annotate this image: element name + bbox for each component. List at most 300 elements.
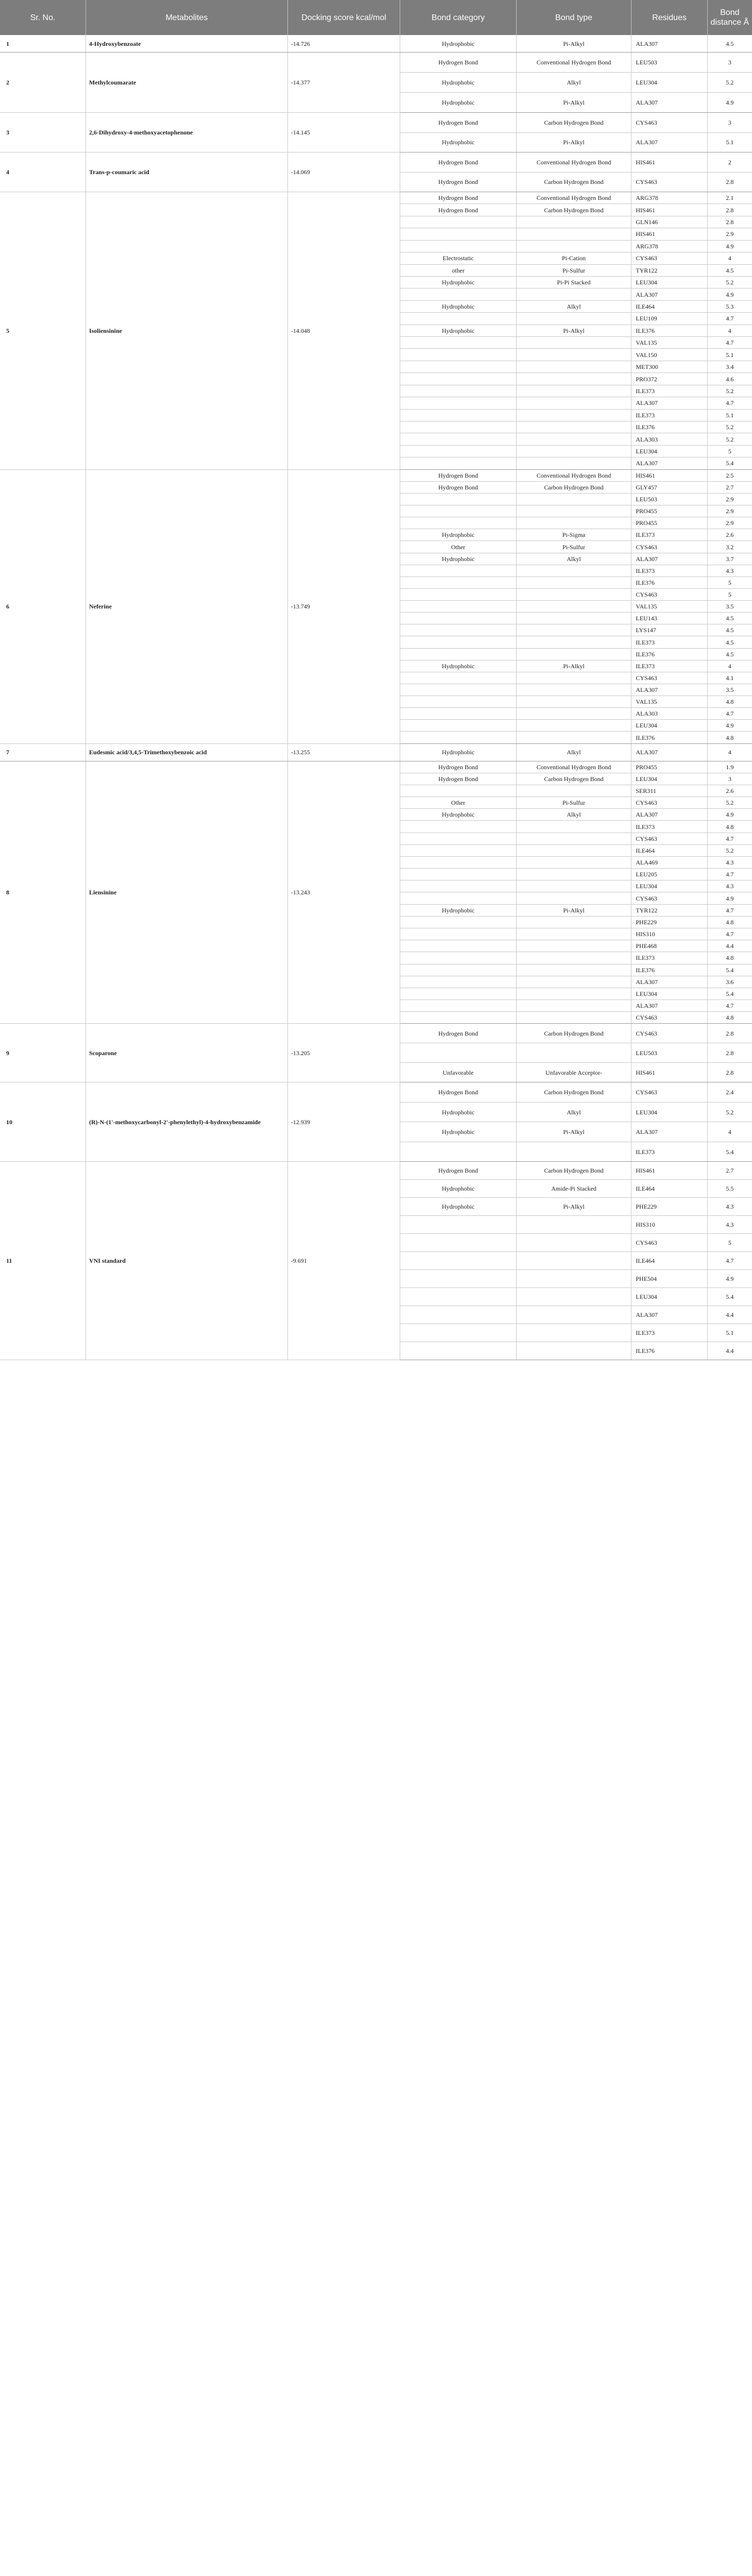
- bond-type-cell: [516, 421, 631, 433]
- bond-category-cell: Hydrogen Bond: [400, 172, 516, 192]
- residue-cell: ALA307: [631, 553, 707, 565]
- header-bond-type: Bond type: [516, 0, 631, 35]
- bond-distance-cell: 4.9: [707, 720, 752, 732]
- metabolite-name-cell: VNI standard: [86, 1162, 287, 1360]
- bond-type-cell: [516, 1288, 631, 1306]
- bond-type-cell: [516, 720, 631, 732]
- bond-type-cell: [516, 313, 631, 325]
- residue-cell: CYS463: [631, 1024, 707, 1043]
- metabolite-name-cell: Scoparone: [86, 1024, 287, 1082]
- bond-distance-cell: 2.8: [707, 1043, 752, 1063]
- bond-distance-cell: 2.9: [707, 505, 752, 517]
- metabolite-name-cell: Eudesmic acid/3,4,5-Trimethoxybenzoic acid: [86, 743, 287, 761]
- bond-type-cell: [516, 373, 631, 385]
- bond-distance-cell: 4: [707, 660, 752, 672]
- bond-category-cell: [400, 289, 516, 300]
- bond-type-cell: Pi-Alkyl: [516, 93, 631, 113]
- table-row: [0, 152, 752, 173]
- residue-cell: PHE468: [631, 940, 707, 952]
- docking-score-cell: -13.255: [287, 743, 400, 761]
- bond-type-cell: [516, 672, 631, 684]
- bond-distance-cell: 3: [707, 53, 752, 73]
- bond-type-cell: Carbon Hydrogen Bond: [516, 481, 631, 493]
- bond-category-cell: [400, 833, 516, 844]
- bond-type-cell: [516, 1216, 631, 1234]
- bond-type-cell: [516, 1252, 631, 1270]
- bond-distance-cell: 4.8: [707, 1012, 752, 1024]
- bond-type-cell: [516, 588, 631, 600]
- residue-cell: PHE229: [631, 1198, 707, 1216]
- bond-category-cell: [400, 445, 516, 457]
- table-row: [0, 761, 752, 773]
- residue-cell: CYS463: [631, 833, 707, 844]
- residue-cell: ALA307: [631, 397, 707, 409]
- bond-distance-cell: 3.2: [707, 541, 752, 553]
- residue-cell: ILE376: [631, 421, 707, 433]
- bond-distance-cell: 5.4: [707, 457, 752, 469]
- bond-distance-cell: 5: [707, 577, 752, 588]
- residue-cell: GLY457: [631, 481, 707, 493]
- bond-category-cell: [400, 613, 516, 624]
- table-row: [0, 35, 752, 53]
- bond-type-cell: Carbon Hydrogen Bond: [516, 1082, 631, 1103]
- bond-category-cell: [400, 844, 516, 856]
- bond-category-cell: Hydrophobic: [400, 325, 516, 336]
- bond-type-cell: Pi-Alkyl: [516, 1198, 631, 1216]
- bond-category-cell: Hydrophobic: [400, 1122, 516, 1142]
- residue-cell: ILE376: [631, 325, 707, 336]
- bond-distance-cell: 2.9: [707, 228, 752, 240]
- bond-category-cell: [400, 785, 516, 796]
- residue-cell: ILE376: [631, 577, 707, 588]
- bond-category-cell: [400, 505, 516, 517]
- residue-cell: GLN146: [631, 216, 707, 228]
- residue-cell: ALA307: [631, 35, 707, 53]
- bond-type-cell: Conventional Hydrogen Bond: [516, 469, 631, 481]
- bond-type-cell: Carbon Hydrogen Bond: [516, 1024, 631, 1043]
- bond-distance-cell: 4.4: [707, 940, 752, 952]
- bond-type-cell: [516, 844, 631, 856]
- bond-category-cell: [400, 708, 516, 720]
- residue-cell: ALA307: [631, 289, 707, 300]
- bond-category-cell: [400, 1234, 516, 1252]
- table-row: [0, 192, 752, 204]
- bond-distance-cell: 4.5: [707, 636, 752, 648]
- bond-distance-cell: 5: [707, 1234, 752, 1252]
- bond-type-cell: [516, 397, 631, 409]
- residue-cell: PHE229: [631, 916, 707, 928]
- residue-cell: LEU304: [631, 1288, 707, 1306]
- bond-type-cell: Pi-Alkyl: [516, 132, 631, 152]
- residue-cell: ILE373: [631, 1142, 707, 1162]
- bond-category-cell: [400, 940, 516, 952]
- bond-distance-cell: 4.5: [707, 35, 752, 53]
- header-row: [0, 0, 752, 35]
- bond-category-cell: Hydrogen Bond: [400, 204, 516, 216]
- residue-cell: ALA307: [631, 132, 707, 152]
- bond-type-cell: Pi-Sulfur: [516, 264, 631, 276]
- residue-cell: ARG378: [631, 240, 707, 252]
- bond-type-cell: Amide-Pi Stacked: [516, 1180, 631, 1198]
- bond-category-cell: [400, 565, 516, 577]
- bond-distance-cell: 4.7: [707, 708, 752, 720]
- bond-type-cell: [516, 856, 631, 868]
- residue-cell: CYS463: [631, 113, 707, 133]
- bond-category-cell: Unfavorable: [400, 1063, 516, 1082]
- bond-type-cell: [516, 1324, 631, 1342]
- residue-cell: LEU304: [631, 988, 707, 999]
- bond-type-cell: [516, 577, 631, 588]
- bond-type-cell: [516, 624, 631, 636]
- bond-type-cell: [516, 457, 631, 469]
- residue-cell: CYS463: [631, 1012, 707, 1024]
- bond-type-cell: [516, 952, 631, 964]
- bond-distance-cell: 4.8: [707, 952, 752, 964]
- bond-category-cell: Other: [400, 797, 516, 809]
- bond-type-cell: [516, 928, 631, 940]
- bond-category-cell: Hydrogen Bond: [400, 773, 516, 785]
- bond-type-cell: [516, 1306, 631, 1324]
- bond-distance-cell: 3: [707, 113, 752, 133]
- bond-category-cell: [400, 373, 516, 385]
- residue-cell: ILE373: [631, 409, 707, 421]
- bond-distance-cell: 3.4: [707, 361, 752, 372]
- table-row: [0, 1024, 752, 1043]
- bond-type-cell: [516, 821, 631, 833]
- bond-type-cell: [516, 1342, 631, 1360]
- bond-type-cell: [516, 648, 631, 660]
- bond-type-cell: Pi-Alkyl: [516, 904, 631, 916]
- bond-category-cell: [400, 892, 516, 904]
- bond-distance-cell: 4.7: [707, 928, 752, 940]
- bond-type-cell: [516, 565, 631, 577]
- bond-category-cell: Hydrogen Bond: [400, 53, 516, 73]
- residue-cell: TYR122: [631, 904, 707, 916]
- bond-category-cell: [400, 880, 516, 892]
- docking-score-cell: -13.243: [287, 761, 400, 1024]
- residue-cell: ILE376: [631, 732, 707, 743]
- bond-category-cell: [400, 313, 516, 325]
- bond-distance-cell: 2.6: [707, 529, 752, 541]
- bond-category-cell: [400, 636, 516, 648]
- bond-distance-cell: 4.7: [707, 1252, 752, 1270]
- docking-score-cell: -9.691: [287, 1162, 400, 1360]
- bond-category-cell: [400, 1142, 516, 1162]
- residue-cell: ALA303: [631, 433, 707, 445]
- bond-distance-cell: 2.8: [707, 216, 752, 228]
- bond-type-cell: [516, 385, 631, 397]
- bond-category-cell: Hydrogen Bond: [400, 1162, 516, 1180]
- bond-category-cell: Hydrogen Bond: [400, 469, 516, 481]
- residue-cell: PRO455: [631, 517, 707, 529]
- residue-cell: HIS310: [631, 1216, 707, 1234]
- residue-cell: VAL150: [631, 349, 707, 361]
- residue-cell: HIS310: [631, 928, 707, 940]
- metabolite-name-cell: Neferine: [86, 469, 287, 743]
- bond-type-cell: [516, 916, 631, 928]
- bond-type-cell: Carbon Hydrogen Bond: [516, 773, 631, 785]
- residue-cell: ILE464: [631, 1252, 707, 1270]
- residue-cell: CYS463: [631, 541, 707, 553]
- bond-category-cell: Hydrophobic: [400, 904, 516, 916]
- sr-no-cell: 8: [0, 761, 86, 1024]
- bond-type-cell: Pi-Sigma: [516, 529, 631, 541]
- header-sr-no: Sr. No.: [0, 0, 86, 35]
- bond-type-cell: [516, 833, 631, 844]
- residue-cell: LEU304: [631, 880, 707, 892]
- bond-type-cell: [516, 1270, 631, 1288]
- residue-cell: LEU109: [631, 313, 707, 325]
- residue-cell: LEU304: [631, 445, 707, 457]
- bond-category-cell: [400, 976, 516, 988]
- bond-distance-cell: 2.9: [707, 493, 752, 505]
- residue-cell: ALA307: [631, 976, 707, 988]
- bond-type-cell: Unfavorable Acceptor-: [516, 1063, 631, 1082]
- residue-cell: HIS461: [631, 228, 707, 240]
- residue-cell: PHE504: [631, 1270, 707, 1288]
- bond-category-cell: [400, 1252, 516, 1270]
- residue-cell: ILE376: [631, 1342, 707, 1360]
- bond-category-cell: [400, 577, 516, 588]
- residue-cell: ILE464: [631, 844, 707, 856]
- bond-distance-cell: 4: [707, 1122, 752, 1142]
- docking-score-cell: -13.749: [287, 469, 400, 743]
- bond-type-cell: Conventional Hydrogen Bond: [516, 53, 631, 73]
- metabolite-name-cell: 4-Hydroxybenzoate: [86, 35, 287, 53]
- bond-type-cell: Conventional Hydrogen Bond: [516, 152, 631, 173]
- bond-category-cell: [400, 964, 516, 976]
- bond-distance-cell: 5.1: [707, 349, 752, 361]
- bond-type-cell: Carbon Hydrogen Bond: [516, 1162, 631, 1180]
- metabolite-name-cell: Liensinine: [86, 761, 287, 1024]
- residue-cell: CYS463: [631, 588, 707, 600]
- bond-distance-cell: 4: [707, 325, 752, 336]
- bond-type-cell: Pi-Alkyl: [516, 35, 631, 53]
- bond-category-cell: Hydrophobic: [400, 93, 516, 113]
- bond-category-cell: Electrostatic: [400, 252, 516, 264]
- residue-cell: ILE373: [631, 821, 707, 833]
- residue-cell: CYS463: [631, 1082, 707, 1103]
- table-body: [0, 35, 752, 1360]
- residue-cell: ALA303: [631, 708, 707, 720]
- bond-distance-cell: 2.8: [707, 1063, 752, 1082]
- bond-category-cell: [400, 397, 516, 409]
- residue-cell: SER311: [631, 785, 707, 796]
- residue-cell: ALA469: [631, 856, 707, 868]
- residue-cell: ALA307: [631, 1122, 707, 1142]
- sr-no-cell: 1: [0, 35, 86, 53]
- residue-cell: ALA307: [631, 743, 707, 761]
- bond-type-cell: [516, 988, 631, 999]
- table-row: [0, 113, 752, 133]
- residue-cell: ILE464: [631, 1180, 707, 1198]
- bond-distance-cell: 3.7: [707, 553, 752, 565]
- residue-cell: HIS461: [631, 152, 707, 173]
- residue-cell: HIS461: [631, 1063, 707, 1082]
- bond-type-cell: Alkyl: [516, 553, 631, 565]
- bond-category-cell: [400, 869, 516, 880]
- bond-distance-cell: 5.1: [707, 409, 752, 421]
- table-row: [0, 469, 752, 481]
- bond-category-cell: [400, 821, 516, 833]
- bond-category-cell: [400, 1000, 516, 1012]
- bond-distance-cell: 5: [707, 588, 752, 600]
- bond-category-cell: [400, 1342, 516, 1360]
- bond-category-cell: [400, 216, 516, 228]
- bond-type-cell: Pi-Pi Stacked: [516, 276, 631, 288]
- bond-category-cell: other: [400, 264, 516, 276]
- sr-no-cell: 9: [0, 1024, 86, 1082]
- sr-no-cell: 4: [0, 152, 86, 192]
- bond-distance-cell: 4.8: [707, 916, 752, 928]
- bond-category-cell: [400, 696, 516, 708]
- header-bond-distance: Bond distance Å: [707, 0, 752, 35]
- residue-cell: CYS463: [631, 172, 707, 192]
- header-bond-category: Bond category: [400, 0, 516, 35]
- bond-distance-cell: 4.9: [707, 809, 752, 821]
- bond-category-cell: Other: [400, 541, 516, 553]
- residue-cell: LEU503: [631, 1043, 707, 1063]
- bond-distance-cell: 4.7: [707, 397, 752, 409]
- bond-distance-cell: 5.5: [707, 1180, 752, 1198]
- bond-category-cell: [400, 409, 516, 421]
- bond-distance-cell: 4.9: [707, 93, 752, 113]
- bond-category-cell: [400, 1012, 516, 1024]
- bond-distance-cell: 4.9: [707, 1270, 752, 1288]
- sr-no-cell: 11: [0, 1162, 86, 1360]
- bond-distance-cell: 3.5: [707, 601, 752, 613]
- bond-type-cell: [516, 1043, 631, 1063]
- bond-distance-cell: 4.8: [707, 821, 752, 833]
- bond-type-cell: [516, 337, 631, 349]
- bond-type-cell: [516, 976, 631, 988]
- residue-cell: LEU304: [631, 720, 707, 732]
- docking-score-cell: -14.377: [287, 53, 400, 113]
- bond-type-cell: [516, 216, 631, 228]
- bond-category-cell: Hydrogen Bond: [400, 1082, 516, 1103]
- bond-type-cell: [516, 785, 631, 796]
- bond-type-cell: Alkyl: [516, 743, 631, 761]
- bond-category-cell: [400, 1324, 516, 1342]
- bond-distance-cell: 4.3: [707, 565, 752, 577]
- metabolite-name-cell: Trans-p-coumaric acid: [86, 152, 287, 192]
- bond-category-cell: [400, 672, 516, 684]
- bond-distance-cell: 4.3: [707, 880, 752, 892]
- metabolite-name-cell: Methylcoumarate: [86, 53, 287, 113]
- residue-cell: CYS463: [631, 672, 707, 684]
- residue-cell: ILE464: [631, 300, 707, 312]
- sr-no-cell: 2: [0, 53, 86, 113]
- bond-type-cell: [516, 505, 631, 517]
- bond-distance-cell: 4.5: [707, 264, 752, 276]
- docking-score-cell: -12.939: [287, 1082, 400, 1162]
- bond-distance-cell: 4.9: [707, 892, 752, 904]
- bond-distance-cell: 1.9: [707, 761, 752, 773]
- residue-cell: MET300: [631, 361, 707, 372]
- bond-distance-cell: 2.8: [707, 1024, 752, 1043]
- residue-cell: ALA307: [631, 809, 707, 821]
- bond-distance-cell: 5.2: [707, 73, 752, 93]
- sr-no-cell: 10: [0, 1082, 86, 1162]
- bond-category-cell: [400, 1043, 516, 1063]
- bond-distance-cell: 4.5: [707, 648, 752, 660]
- residue-cell: ILE376: [631, 964, 707, 976]
- bond-category-cell: [400, 433, 516, 445]
- bond-type-cell: Alkyl: [516, 300, 631, 312]
- bond-category-cell: Hydrophobic: [400, 132, 516, 152]
- header-docking-score: Docking score kcal/mol: [287, 0, 400, 35]
- bond-distance-cell: 4.7: [707, 833, 752, 844]
- bond-category-cell: [400, 601, 516, 613]
- table-row: [0, 1082, 752, 1103]
- bond-distance-cell: 4.4: [707, 1342, 752, 1360]
- bond-distance-cell: 4.6: [707, 373, 752, 385]
- bond-distance-cell: 5.2: [707, 276, 752, 288]
- bond-distance-cell: 4.8: [707, 696, 752, 708]
- bond-type-cell: Carbon Hydrogen Bond: [516, 113, 631, 133]
- docking-score-cell: -14.048: [287, 192, 400, 470]
- residue-cell: ALA307: [631, 1306, 707, 1324]
- bond-category-cell: Hydrophobic: [400, 1102, 516, 1122]
- bond-distance-cell: 2.1: [707, 192, 752, 204]
- table-header: [0, 0, 752, 35]
- bond-type-cell: [516, 445, 631, 457]
- bond-category-cell: [400, 588, 516, 600]
- bond-type-cell: [516, 880, 631, 892]
- bond-distance-cell: 5.2: [707, 1102, 752, 1122]
- residue-cell: PRO372: [631, 373, 707, 385]
- residue-cell: ILE373: [631, 385, 707, 397]
- bond-distance-cell: 2.4: [707, 1082, 752, 1103]
- residue-cell: CYS463: [631, 252, 707, 264]
- residue-cell: LEU143: [631, 613, 707, 624]
- residue-cell: ALA307: [631, 457, 707, 469]
- bond-type-cell: [516, 696, 631, 708]
- bond-category-cell: [400, 624, 516, 636]
- residue-cell: LEU304: [631, 73, 707, 93]
- bond-type-cell: Pi-Cation: [516, 252, 631, 264]
- sr-no-cell: 7: [0, 743, 86, 761]
- bond-distance-cell: 4.9: [707, 240, 752, 252]
- bond-type-cell: Alkyl: [516, 1102, 631, 1122]
- residue-cell: ILE373: [631, 565, 707, 577]
- bond-type-cell: [516, 684, 631, 696]
- bond-type-cell: [516, 228, 631, 240]
- bond-type-cell: Alkyl: [516, 73, 631, 93]
- bond-distance-cell: 4.3: [707, 856, 752, 868]
- metabolite-name-cell: Isoliensinine: [86, 192, 287, 470]
- residue-cell: CYS463: [631, 1234, 707, 1252]
- bond-category-cell: [400, 1306, 516, 1324]
- bond-type-cell: Carbon Hydrogen Bond: [516, 204, 631, 216]
- bond-type-cell: [516, 1000, 631, 1012]
- bond-type-cell: [516, 636, 631, 648]
- bond-category-cell: [400, 916, 516, 928]
- bond-type-cell: [516, 892, 631, 904]
- residue-cell: ILE376: [631, 648, 707, 660]
- bond-category-cell: [400, 952, 516, 964]
- residue-cell: CYS463: [631, 797, 707, 809]
- bond-distance-cell: 2.8: [707, 172, 752, 192]
- bond-category-cell: [400, 648, 516, 660]
- residue-cell: ARG378: [631, 192, 707, 204]
- bond-type-cell: [516, 601, 631, 613]
- bond-category-cell: Hydrophobic: [400, 276, 516, 288]
- bond-type-cell: [516, 433, 631, 445]
- bond-distance-cell: 5.2: [707, 385, 752, 397]
- bond-category-cell: Hydrophobic: [400, 1180, 516, 1198]
- header-metabolites: Metabolites: [86, 0, 287, 35]
